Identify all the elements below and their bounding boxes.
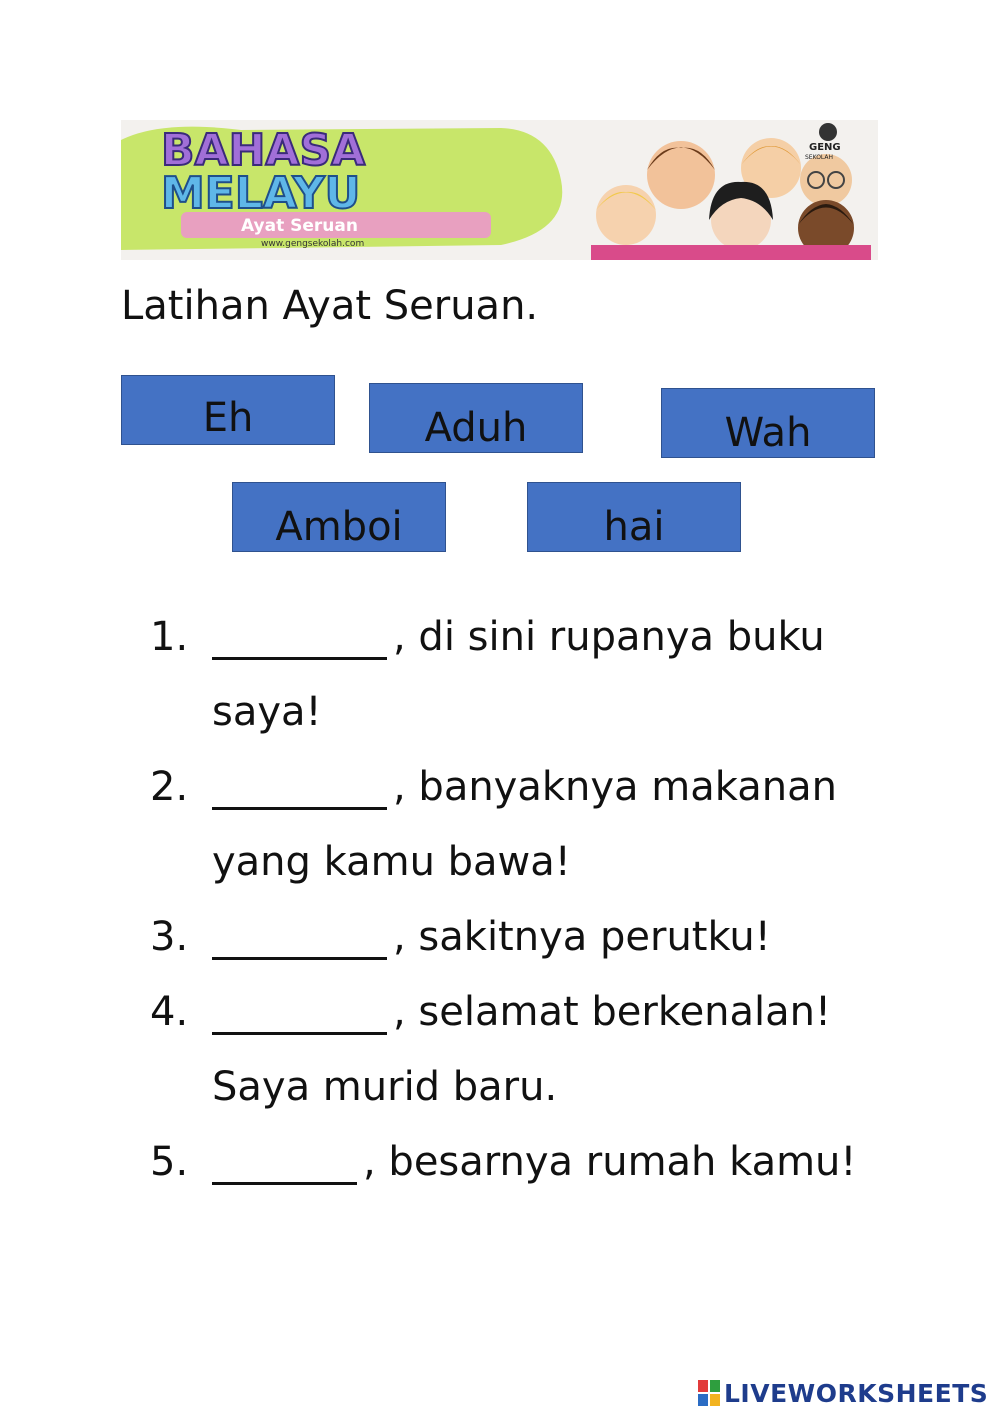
answer-blank-3[interactable]: [212, 921, 387, 960]
question-text: , sakitnya perutku!: [393, 914, 771, 960]
question-text: , selamat berkenalan! Saya murid baru.: [212, 989, 832, 1110]
footer-brand: LIVEWORKSHEETS: [724, 1378, 989, 1408]
question-text: , banyaknya makanan yang kamu bawa!: [212, 764, 837, 885]
question-number: 1.: [150, 614, 189, 660]
question-list: [150, 600, 880, 1200]
question-text: , besarnya rumah kamu!: [363, 1139, 857, 1185]
question-number: 3.: [150, 914, 189, 960]
banner-title-line1: BAHASA: [161, 125, 366, 176]
question-item: [150, 750, 880, 900]
banner-title-line2: MELAYU: [161, 168, 361, 219]
banner-illustration: [121, 120, 878, 260]
word-tile-wah[interactable]: Wah: [661, 388, 875, 458]
liveworksheets-icon: [698, 1380, 720, 1406]
answer-blank-1[interactable]: [212, 621, 387, 660]
question-item: [150, 1125, 880, 1200]
word-tile-aduh[interactable]: Aduh: [369, 383, 583, 453]
question-item: [150, 975, 880, 1125]
banner-subtitle: Ayat Seruan: [241, 216, 358, 236]
answer-blank-4[interactable]: [212, 996, 387, 1035]
banner-website: www.gengsekolah.com: [261, 239, 365, 249]
geng-sekolah-logo-icon: [819, 123, 837, 141]
brand-top: GENG: [809, 142, 841, 153]
page-title: Latihan Ayat Seruan.: [121, 283, 539, 329]
word-tile-eh[interactable]: Eh: [121, 375, 335, 445]
banner-image: [121, 120, 878, 260]
brand-bottom: SEKOLAH: [805, 154, 834, 161]
word-tile-amboi[interactable]: Amboi: [232, 482, 446, 552]
word-tile-hai[interactable]: hai: [527, 482, 741, 552]
question-text: , di sini rupanya buku saya!: [212, 614, 825, 735]
question-number: 4.: [150, 989, 189, 1035]
liveworksheets-logo[interactable]: [698, 1378, 988, 1408]
question-item: [150, 600, 880, 750]
answer-blank-2[interactable]: [212, 771, 387, 810]
question-item: [150, 900, 880, 975]
question-number: 2.: [150, 764, 189, 810]
answer-blank-5[interactable]: [212, 1146, 357, 1185]
question-number: 5.: [150, 1139, 189, 1185]
